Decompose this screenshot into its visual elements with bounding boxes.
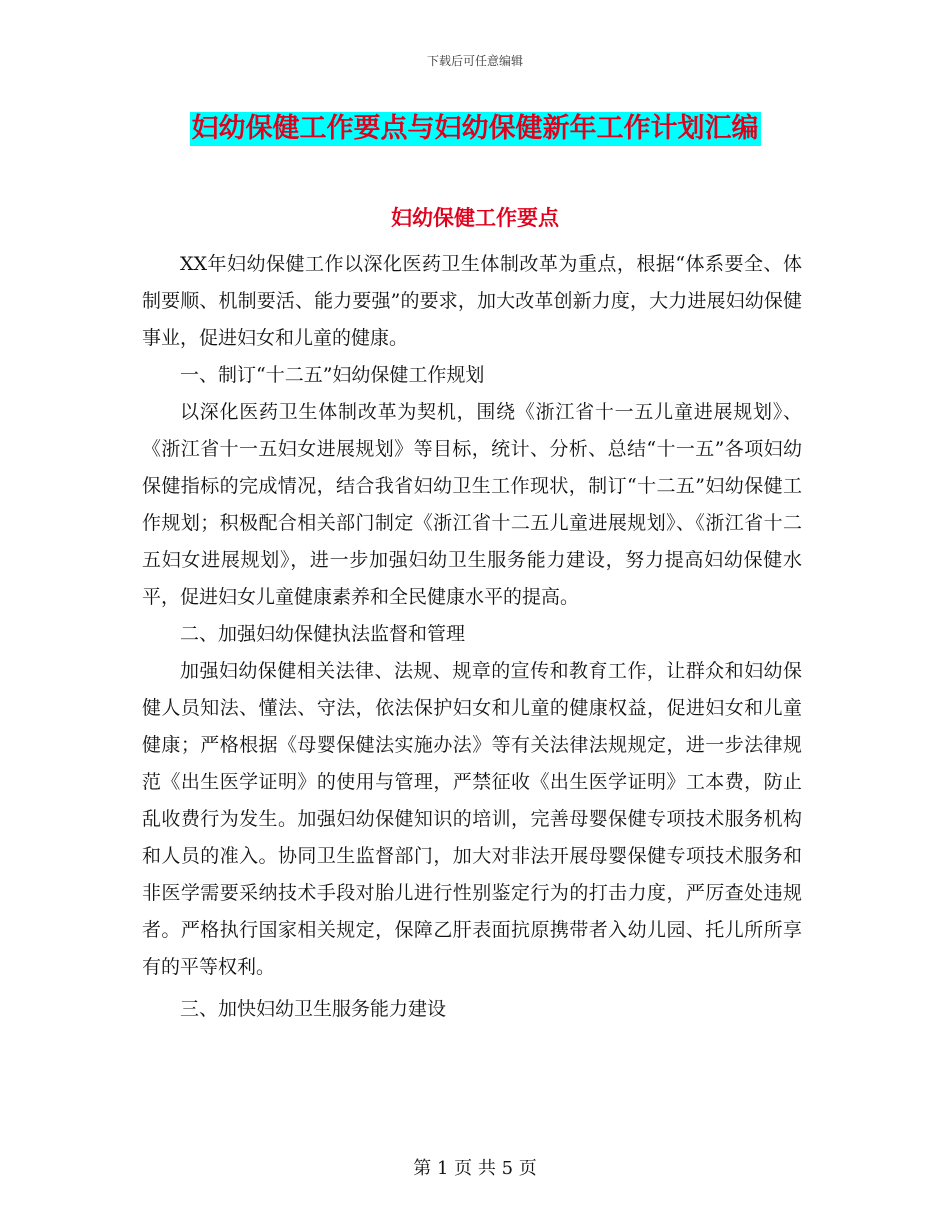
intro-paragraph: XX年妇幼保健工作以深化医药卫生体制改革为重点，根据“体系要全、体制要顺、机制要活、能力要强”的要求，加大改革创新力度，大力进展妇幼保健事业，促进妇女和儿童的健康。 [142,253,802,349]
document-title-wrapper [0,112,950,146]
paragraph-planning: 以深化医药卫生体制改革为契机，围绕《浙江省十一五儿童进展规划》、《浙江省十一五妇女进展规划》等目标，统计、分析、总结“十一五”各项妇幼保健指标的完成情况，结合我省妇幼卫生工作现状，制订“十二五”妇幼保健工作规划；积极配合相关部门制定《浙江省十二五儿童进展规划》、《浙江省十二五妇女进展规划》，进一步加强妇幼卫生服务能力建设，努力提高妇幼保健水平，促进妇女儿童健康素养和全民健康水平的提高。 [142,401,802,608]
heading-one: 一、制订“十二五”妇幼保健工作规划 [180,364,485,386]
header-note: 下载后可任意编辑 [426,54,523,68]
section-title: 妇幼保健工作要点 [391,206,559,230]
document-body [142,246,802,1028]
document-title: 妇幼保健工作要点与妇幼保健新年工作计划汇编 [191,113,759,144]
paragraph-supervision: 加强妇幼保健相关法律、法规、规章的宣传和教育工作，让群众和妇幼保健人员知法、懂法、守法，依法保护妇女和儿童的健康权益，促进妇女和儿童健康；严格根据《母婴保健法实施办法》等有关法律法规规定，进一步法律规范《出生医学证明》的使用与管理，严禁征收《出生医学证明》工本费，防止乱收费行为发生。加强妇幼保健知识的培训，完善母婴保健专项技术服务机构和人员的准入。协同卫生监督部门，加大对非法开展母婴保健专项技术服务和非医学需要采纳技术手段对胎儿进行性别鉴定行为的打击力度，严厉查处违规者。严格执行国家相关规定，保障乙肝表面抗原携带者入幼儿园、托儿所所享有的平等权利。 [142,660,802,978]
heading-two: 二、加强妇幼保健执法监督和管理 [180,623,466,645]
heading-three: 三、加快妇幼卫生服务能力建设 [180,998,447,1020]
page-number-footer: 第 1 页 共 5 页 [413,1158,537,1179]
